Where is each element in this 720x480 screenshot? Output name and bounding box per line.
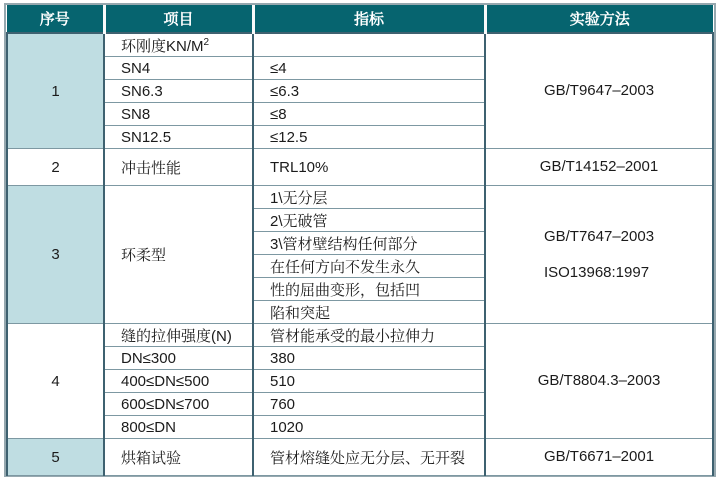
spec-cell <box>253 33 485 57</box>
spec-cell: 管材能承受的最小拉伸力 <box>253 324 485 347</box>
spec-cell: TRL10% <box>253 149 485 186</box>
serial-cell: 3 <box>7 186 104 324</box>
method-cell <box>485 186 713 324</box>
table-row <box>7 324 713 347</box>
method-text: GB/T8804.3–2003 <box>537 372 661 389</box>
method-cell <box>485 324 713 439</box>
method-text: GB/T14152–2001 <box>539 158 659 175</box>
item-cell: 800≤DN <box>104 416 253 439</box>
item-cell: DN≤300 <box>104 347 253 370</box>
serial-cell: 1 <box>7 33 104 149</box>
spec-cell: 510 <box>253 370 485 393</box>
item-cell <box>104 33 253 57</box>
item-cell: 冲击性能 <box>104 149 253 186</box>
item-text: 环刚度KN/M <box>121 37 204 55</box>
spec-cell: 性的屈曲变形，包括凹 <box>253 278 485 301</box>
method-text: GB/T9647–2003 <box>543 82 655 99</box>
item-cell: 400≤DN≤500 <box>104 370 253 393</box>
method-cell <box>485 33 713 149</box>
spec-table <box>6 5 714 476</box>
item-cell: 600≤DN≤700 <box>104 393 253 416</box>
method-cell <box>485 149 713 186</box>
serial-cell: 5 <box>7 439 104 476</box>
item-cell: 缝的拉伸强度(N) <box>104 324 253 347</box>
col-header-spec: 指标 <box>253 5 485 33</box>
col-header-item: 项目 <box>104 5 253 33</box>
spec-cell: 380 <box>253 347 485 370</box>
header-row <box>7 5 713 33</box>
spec-cell: 陷和突起 <box>253 301 485 324</box>
spec-cell: 1020 <box>253 416 485 439</box>
serial-cell: 2 <box>7 149 104 186</box>
spec-cell: 3\管材壁结构任何部分 <box>253 232 485 255</box>
method-text: GB/T6671–2001 <box>543 448 655 465</box>
spec-cell: 760 <box>253 393 485 416</box>
table-row <box>7 439 713 476</box>
method-text: GB/T7647–2003 ISO13968:1997 <box>543 227 655 281</box>
spec-table-container <box>4 3 716 477</box>
table-row <box>7 149 713 186</box>
item-cell: SN8 <box>104 103 253 126</box>
col-header-method: 实验方法 <box>485 5 713 33</box>
item-cell: SN12.5 <box>104 126 253 149</box>
spec-cell: ≤6.3 <box>253 80 485 103</box>
spec-cell: ≤12.5 <box>253 126 485 149</box>
item-cell: SN6.3 <box>104 80 253 103</box>
col-header-serial: 序号 <box>7 5 104 33</box>
item-cell: SN4 <box>104 57 253 80</box>
spec-cell: 1\无分层 <box>253 186 485 209</box>
serial-cell: 4 <box>7 324 104 439</box>
item-cell: 环柔型 <box>104 186 253 324</box>
item-cell: 烘箱试验 <box>104 439 253 476</box>
spec-cell: 2\无破管 <box>253 209 485 232</box>
spec-cell: 在任何方向不发生永久 <box>253 255 485 278</box>
item-superscript: 2 <box>203 36 210 48</box>
spec-cell: ≤4 <box>253 57 485 80</box>
table-row <box>7 33 713 57</box>
spec-cell: 管材熔缝处应无分层、无开裂 <box>253 439 485 476</box>
method-cell <box>485 439 713 476</box>
spec-cell: ≤8 <box>253 103 485 126</box>
table-row <box>7 186 713 209</box>
